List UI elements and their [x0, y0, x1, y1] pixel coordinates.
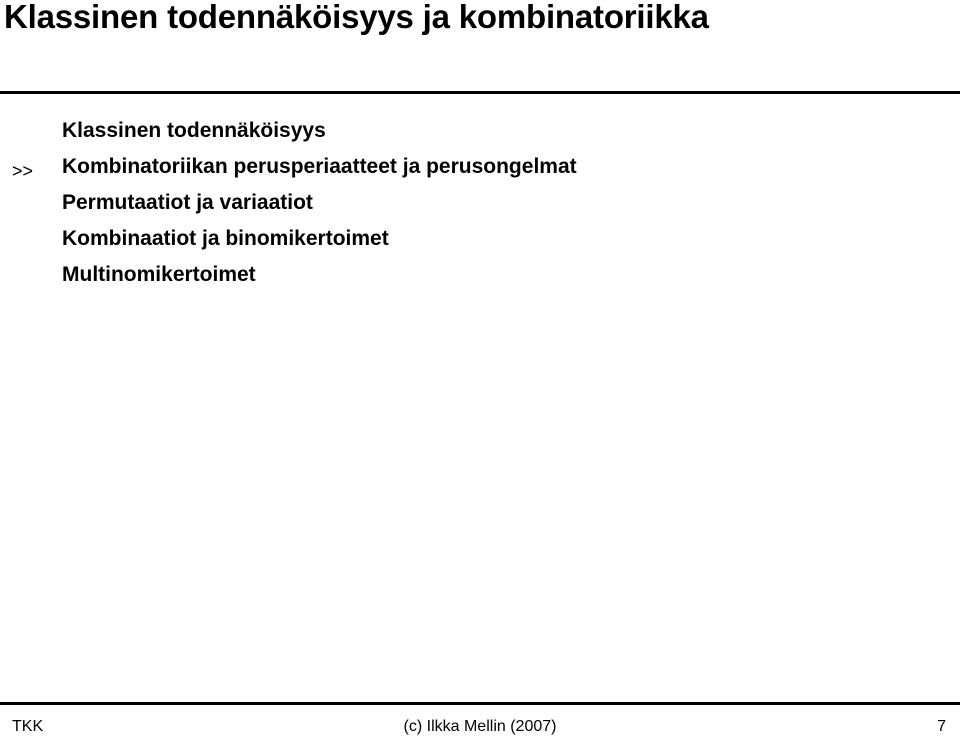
outline-item — [0, 189, 960, 225]
footer-copyright: (c) Ilkka Mellin (2007) — [403, 718, 557, 735]
outline-item — [0, 225, 960, 261]
footer-divider — [0, 702, 960, 705]
title-divider — [0, 91, 960, 94]
outline-list — [0, 117, 960, 297]
outline-item — [0, 117, 960, 153]
slide-footer — [0, 716, 960, 738]
current-section-marker: >> — [12, 161, 34, 181]
outline-item-current — [0, 153, 960, 189]
outline-item-label: Klassinen todennäköisyys — [62, 119, 326, 142]
slide-title: Klassinen todennäköisyys ja kombinatoriikka — [4, 0, 709, 35]
footer-institution: TKK — [12, 718, 44, 735]
outline-item — [0, 261, 960, 297]
outline-item-label: Kombinatoriikan perusperiaatteet ja perusongelmat — [62, 155, 577, 178]
outline-item-label: Permutaatiot ja variaatiot — [62, 191, 313, 214]
page-number: 7 — [937, 718, 946, 735]
outline-item-label: Kombinaatiot ja binomikertoimet — [62, 227, 389, 250]
outline-item-label: Multinomikertoimet — [62, 263, 256, 286]
